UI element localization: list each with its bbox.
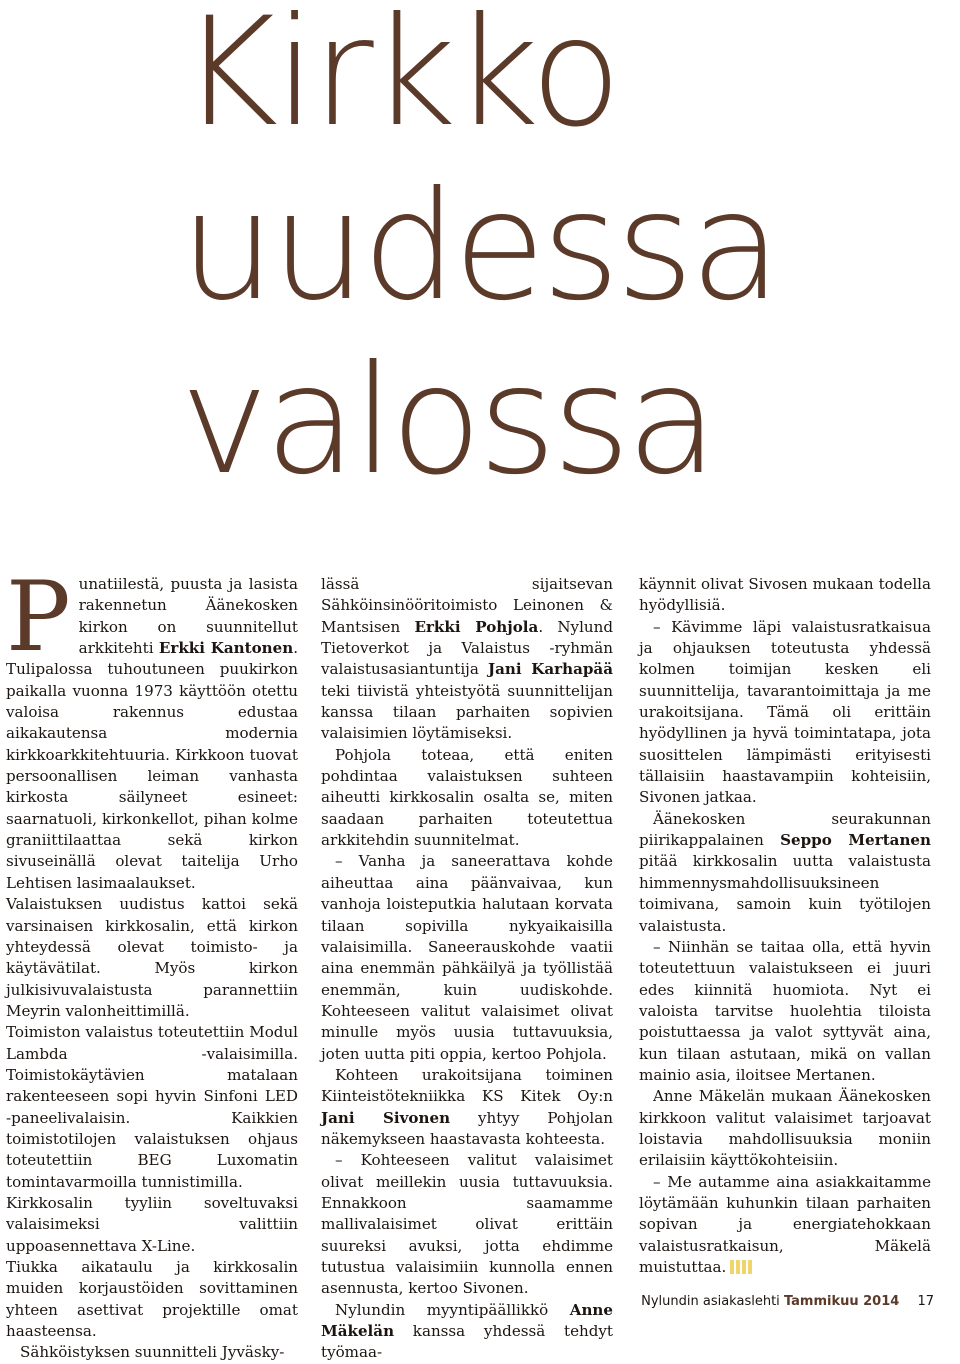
- paragraph: Anne Mäkelän mukaan Äänekosken kirkkoon valitut valaisimet tarjoavat loistavia mahdollisuuksia moniin erilaisiin käyttökohteisiin.: [639, 1087, 931, 1170]
- paragraph: Valaistuksen uudistus kattoi sekä varsinaisen kirkkosalin, että kirkon yhteydessä olevat toimisto- ja käytävätilat. Myös kirkon julkisivuvalaistusta parannettiin Meyrin valonheittimillä.: [6, 895, 298, 1020]
- text-column-2: [321, 574, 613, 1364]
- article-title: [180, 0, 778, 508]
- text-column-3: [639, 574, 931, 1278]
- issue-date: Tammikuu 2014: [783, 1294, 900, 1309]
- end-mark-icon: [730, 1260, 752, 1274]
- person-name: Erkki Pohjola: [414, 617, 539, 636]
- text-column-1: [6, 561, 299, 1364]
- person-name: Anne Mäkelän: [321, 1300, 613, 1341]
- person-name: Jani Sivonen: [321, 1108, 451, 1127]
- person-name: Seppo Mertanen: [780, 831, 931, 850]
- paragraph: – Vanha ja saneerattava kohde aiheuttaa aina päänvaivaa, kun vanhoja loisteputkia halutaan korvata tilaan sopivilla nykyaikaisilla valaisimilla. Saneerauskohde vaatii aina enemmän pähkäilyä ja työllistää enemmän, kuin uudiskohde. Kohteeseen valitut valaisimet olivat minulle myös uusia tuttavuuksia, joten uutta piti oppia, kertoo Pohjola.: [321, 852, 613, 1063]
- paragraph: Pohjola toteaa, että eniten pohdintaa valaistuksen suhteen aiheutti kirkkosalin osalta se, miten saadaan parhaiten toteutettua arkkitehdin suunnitelmat.: [321, 745, 613, 850]
- paragraph: – Kohteeseen valitut valaisimet olivat meillekin uusia tuttavuuksia. Ennakkoon saamamme mallivalaisimet olivat erittäin suureksi avuksi, jotta ehdimme tutustua valaisimiin kunnolla ennen asennusta, kertoo Sivonen.: [321, 1151, 613, 1298]
- page-number: 17: [917, 1294, 934, 1309]
- person-name: Erkki Kantonen: [158, 639, 294, 658]
- person-name: Jani Karhapää: [488, 660, 613, 679]
- paragraph: Toimiston valaistus toteutettiin Modul Lambda -valaisimilla. Toimistokäytävien matalaan rakenteeseen sopi hyvin Sinfoni LED -paneelivalaisin. Kaikkien toimistotilojen valaistuksen ohjaus toteutettiin BEG Luxomatin tomintavarmoilla tunnistimilla.: [6, 1023, 298, 1191]
- paragraph: käynnit olivat Sivosen mukaan todella hyödyllisiä.: [639, 575, 931, 615]
- paragraph: – Me autamme aina asiakkaitamme löytämään kuhunkin tilaan parhaiten sopivan ja energiatehokkaan valaistusratkaisun, Mäkelä muistuttaa.: [639, 1172, 931, 1276]
- paragraph: – Kävimme läpi valaistusratkaisua ja ohjauksen toteutusta yhdessä kolmen toimijan kesken eli suunnittelija, tavarantoimittaja ja me urakoitsijana. Tämä oli erittäin hyödyllinen ja hyvä toimintatapa, jota suosittelen lämpimästi erityisesti tällaisiin haastavampiin kohteisiin, Sivonen jatkaa.: [639, 617, 931, 807]
- title-line: Kirkko: [180, 0, 618, 160]
- paragraph: Äänekosken seurakunnan piirikappalainen Seppo Mertanen pitää kirkkosalin uutta valaistusta himmennysmahdollisuuksineen toimivana, samoin kuin työtilojen valaistusta.: [639, 809, 931, 935]
- paragraph: Tiukka aikataulu ja kirkkosalin muiden korjaustöiden sovittaminen yhteen asettivat projektille omat haasteensa.: [6, 1258, 298, 1341]
- drop-cap: P: [6, 561, 71, 673]
- paragraph: Kirkkosalin tyyliin soveltuvaksi valaisimeksi valittiin uppoasennettava X-Line.: [6, 1193, 298, 1255]
- paragraph: Sähköistyksen suunnitteli Jyväsky-: [20, 1343, 285, 1362]
- paragraph: Punatiilestä, puusta ja lasista rakennetun Äänekosken kirkon on suunnitellut arkkitehti Erkki Kantonen. Tulipalossa tuhoutuneen puukirkon paikalla vuonna 1973 käyttöön otettu valoisa rakennus edustaa aikakautensa modernia kirkkoarkkitehtuuria. Kirkkoon tuovat persoonallisen leiman vanhasta kirkosta säilyneet esineet: saarnatuoli, kirkonkellot, pihan kolme graniittilaattaa sekä kirkon sivuseinällä olevat taitelija Urho Lehtisen lasimaalaukset.: [6, 561, 299, 892]
- title-line: valossa: [180, 334, 715, 508]
- page-footer: [641, 1294, 934, 1309]
- paragraph: – Niinhän se taitaa olla, että hyvin toteutettuun valaistukseen ei juuri edes kiinnitä huomiota. Nyt ei valoista tarvitse huolehtia tiloista poistuttaessa ja valot syttyvät aina, kun tilaan astutaan, mikä on vallan mainio asia, iloitsee Mertanen.: [639, 937, 931, 1084]
- paragraph: Nylundin myyntipäällikkö Anne Mäkelän kanssa yhdessä tehdyt työmaa-: [321, 1300, 613, 1362]
- paragraph: Kohteen urakoitsijana toiminen Kiinteistötekniikka KS Kitek Oy:n Jani Sivonen yhtyy Pohjolan näkemykseen haastavasta kohteesta.: [321, 1065, 613, 1148]
- title-line: uudessa: [180, 160, 778, 334]
- paragraph: lässä sijaitsevan Sähköinsinööritoimisto Leinonen & Mantsisen Erkki Pohjola. Nylund Tietoverkot ja Valaistus -ryhmän valaistusasiantuntija Jani Karhapää teki tiivistä yhteistyötä suunnittelijan kanssa tilaan parhaiten sopivien valaisimien löytämiseksi.: [321, 575, 614, 743]
- publication-name: Nylundin asiakaslehti: [641, 1294, 780, 1309]
